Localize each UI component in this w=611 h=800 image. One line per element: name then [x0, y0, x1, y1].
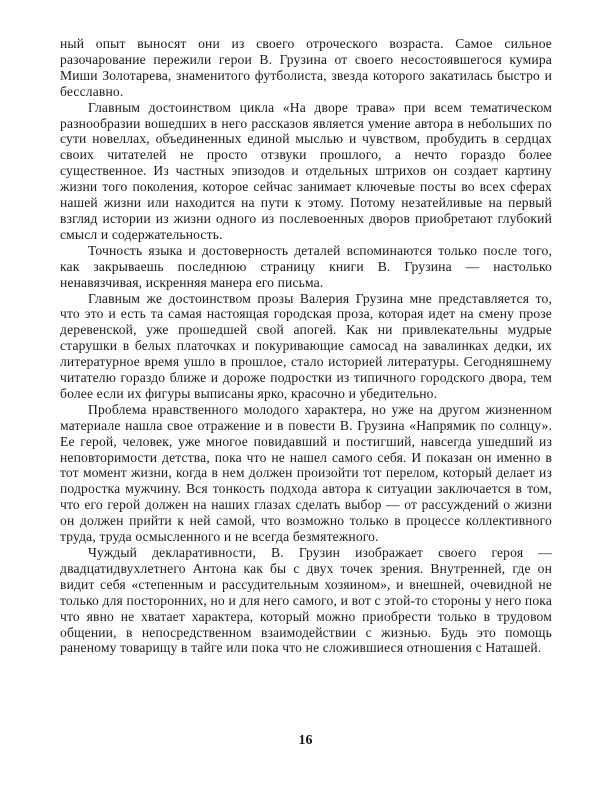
paragraph-1: ный опыт выносят они из своего отроческого возраста. Самое сильное разочарование пережили герои В. Грузина от своего несостоявшегося кумира Миши Золотарева, знаменитого футболиста, звезда которого закатилась быстро и бесславно.	[60, 36, 552, 99]
page-number: 16	[298, 733, 313, 748]
body-text	[60, 36, 552, 656]
paragraph-5: Проблема нравственного молодого характера, но уже на другом жизненном материале нашла свое отражение и в повести В. Грузина «Напрямик по солнцу». Ее герой, человек, уже многое повидавший и постигший, навсегда ушедший из неповторимости детства, пока что не нашел самого себя. И показан он именно в тот момент жизни, когда в нем должен произойти тот перелом, который делает из подростка мужчину. Вся тонкость подхода автора к ситуации заключается в том, что его герой должен на наших глазах сделать выбор — от рассуждений о жизни он должен прийти к ней самой, что возможно только в процессе коллективного труда, труда осмысленного и не всегда безмятежного.	[60, 401, 552, 545]
paragraph-4: Главным же достоинством прозы Валерия Грузина мне представляется то, что это и есть та самая настоящая городская проза, которая идет на смену прозе деревенской, уже прошедшей свой апогей. Как ни привлекательны мудрые старушки в белых платочках и покуривающие самосад на завалинках дедки, их литературное время ушло в прошлое, стало историей литературы. Сегодняшнему читателю гораздо ближе и дороже подростки из типичного городского двора, тем более если их фигуры выписаны ярко, красочно и убедительно.	[60, 290, 552, 401]
paragraph-3: Точность языка и достоверность деталей вспоминаются только после того, как закрываешь последнюю страницу книги В. Грузина — настолько ненавязчивая, искренняя манера его письма.	[60, 242, 552, 290]
paragraph-2: Главным достоинством цикла «На дворе трава» при всем тематическом разнообразии вошедших в него рассказов является умение автора в небольших по сути новеллах, объединенных единой мыслью и чувством, пробудить в сердцах своих читателей не просто отзвуки прошлого, а нечто гораздо более существенное. Из частных эпизодов и отдельных штрихов он создает картину жизни того поколения, которое сейчас занимает ключевые посты во всех сферах нашей жизни или находится на пути к этому. Потому незатейливые на первый взгляд истории из жизни одного из послевоенных дворов приобретают глубокий смысл и содержательность.	[60, 99, 552, 242]
paragraph-6: Чуждый декларативности, В. Грузин изображает своего героя — двадцатидвухлетнего Антона как бы с двух точек зрения. Внутренней, где он видит себя «степенным и рассудительным хозяином», и внешней, очевидной не только для посторонних, но и для него самого, и вот с этой-то стороны у него пока что явно не хватает характера, который можно приобрести только в трудовом общении, в непосредственном взаимодействии с жизнью. Будь это помощь раненому товарищу в тайге или пока что не сложившиеся отношения с Наташей.	[60, 545, 552, 656]
